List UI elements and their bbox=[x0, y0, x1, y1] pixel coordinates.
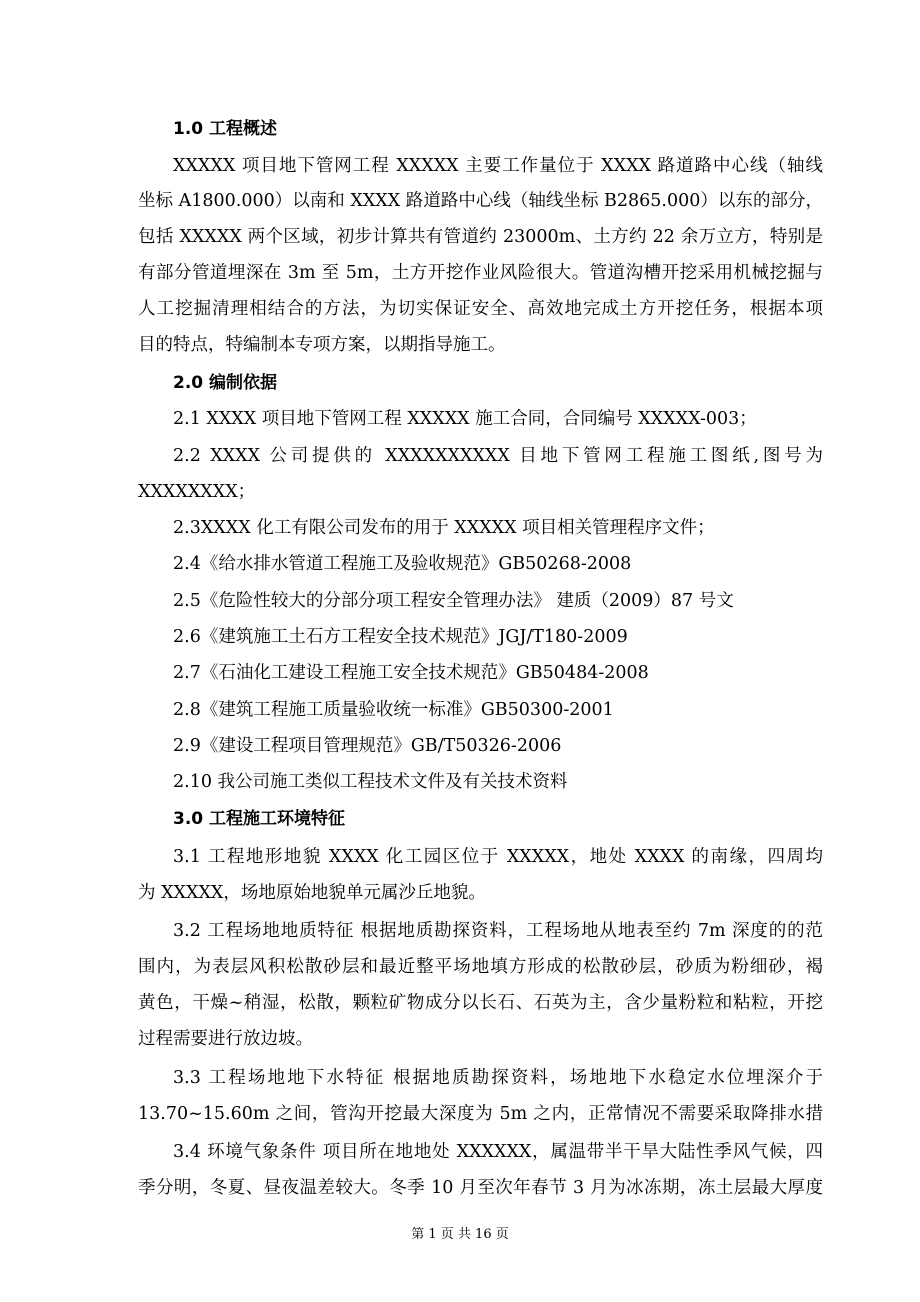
text-line: 2.2 XXXX 公司提供的 XXXXXXXXXX 目地下管网工程施工图纸,图号为 bbox=[173, 446, 823, 466]
heading-text: 2.0 编制依据 bbox=[173, 373, 278, 393]
text-line: 为 XXXXX，场地原始地貌单元属沙丘地貌。 bbox=[138, 883, 486, 903]
text-line: 包括 XXXXX 两个区域，初步计算共有管道约 23000m、土方约 22 余万立方，特别是 bbox=[138, 227, 823, 247]
text-line: 黄色，干燥~稍湿，松散，颗粒矿物成分以长石、石英为主，含少量粉粒和粘粒，开挖 bbox=[138, 993, 823, 1013]
text-line: 3.4 环境气象条件 项目所在地地处 XXXXXX，属温带半干旱大陆性季风气候，四 bbox=[173, 1142, 823, 1162]
text-line: 季分明，冬夏、昼夜温差较大。冬季 10 月至次年春节 3 月为冰冻期，冻土层最大厚度 bbox=[138, 1178, 823, 1198]
text-line: 3.2 工程场地地质特征 根据地质勘探资料，工程场地从地表至约 7m 深度的的范 bbox=[173, 921, 823, 941]
text-line: 过程需要进行放边坡。 bbox=[138, 1029, 313, 1049]
text-line: XXXXX 项目地下管网工程 XXXXX 主要工作量位于 XXXX 路道路中心线（轴线 bbox=[173, 156, 823, 176]
text-line: 围内，为表层风积松散砂层和最近整平场地填方形成的松散砂层，砂质为粉细砂，褐 bbox=[138, 957, 823, 977]
page-footer: 第 1 页 共 16 页 bbox=[411, 1227, 509, 1242]
text-line: 2.1 XXXX 项目地下管网工程 XXXXX 施工合同，合同编号 XXXXX-003； bbox=[173, 409, 757, 429]
text-line: XXXXXXXX； bbox=[138, 482, 256, 502]
text-line: 目的特点，特编制本专项方案，以期指导施工。 bbox=[138, 335, 506, 355]
heading-text: 3.0 工程施工环境特征 bbox=[173, 809, 346, 829]
text-line: 13.70~15.60m 之间，管沟开挖最大深度为 5m 之内，正常情况不需要采取降排水措 bbox=[138, 1104, 823, 1124]
text-line: 2.4《给水排水管道工程施工及验收规范》GB50268-2008 bbox=[173, 554, 632, 574]
text-line: 2.8《建筑工程施工质量验收统一标准》GB50300-2001 bbox=[173, 700, 614, 720]
text-line: 2.3XXXX 化工有限公司发布的用于 XXXXX 项目相关管理程序文件； bbox=[173, 518, 715, 538]
text-line: 2.9《建设工程项目管理规范》GB/T50326-2006 bbox=[173, 736, 562, 756]
text-line: 坐标 A1800.000）以南和 XXXX 路道路中心线（轴线坐标 B2865.000）以东的部分， bbox=[138, 191, 823, 211]
heading-text: 1.0 工程概述 bbox=[173, 119, 278, 139]
text-line: 有部分管道埋深在 3m 至 5m，土方开挖作业风险很大。管道沟槽开挖采用机械挖掘与 bbox=[138, 263, 823, 283]
text-line: 3.1 工程地形地貌 XXXX 化工园区位于 XXXXX，地处 XXXX 的南缘，四周均 bbox=[173, 847, 823, 867]
text-line: 2.5《危险性较大的分部分项工程安全管理办法》 建质（2009）87 号文 bbox=[173, 591, 734, 611]
text-line: 2.6《建筑施工土石方工程安全技术规范》JGJ/T180-2009 bbox=[173, 627, 628, 647]
text-line: 3.3 工程场地地下水特征 根据地质勘探资料，场地地下水稳定水位埋深介于 bbox=[173, 1068, 823, 1088]
text-line: 人工挖掘清理相结合的方法，为切实保证安全、高效地完成土方开挖任务，根据本项 bbox=[138, 299, 823, 319]
text-line: 2.7《石油化工建设工程施工安全技术规范》GB50484-2008 bbox=[173, 663, 649, 683]
text-line: 2.10 我公司施工类似工程技术文件及有关技术资料 bbox=[173, 772, 568, 792]
